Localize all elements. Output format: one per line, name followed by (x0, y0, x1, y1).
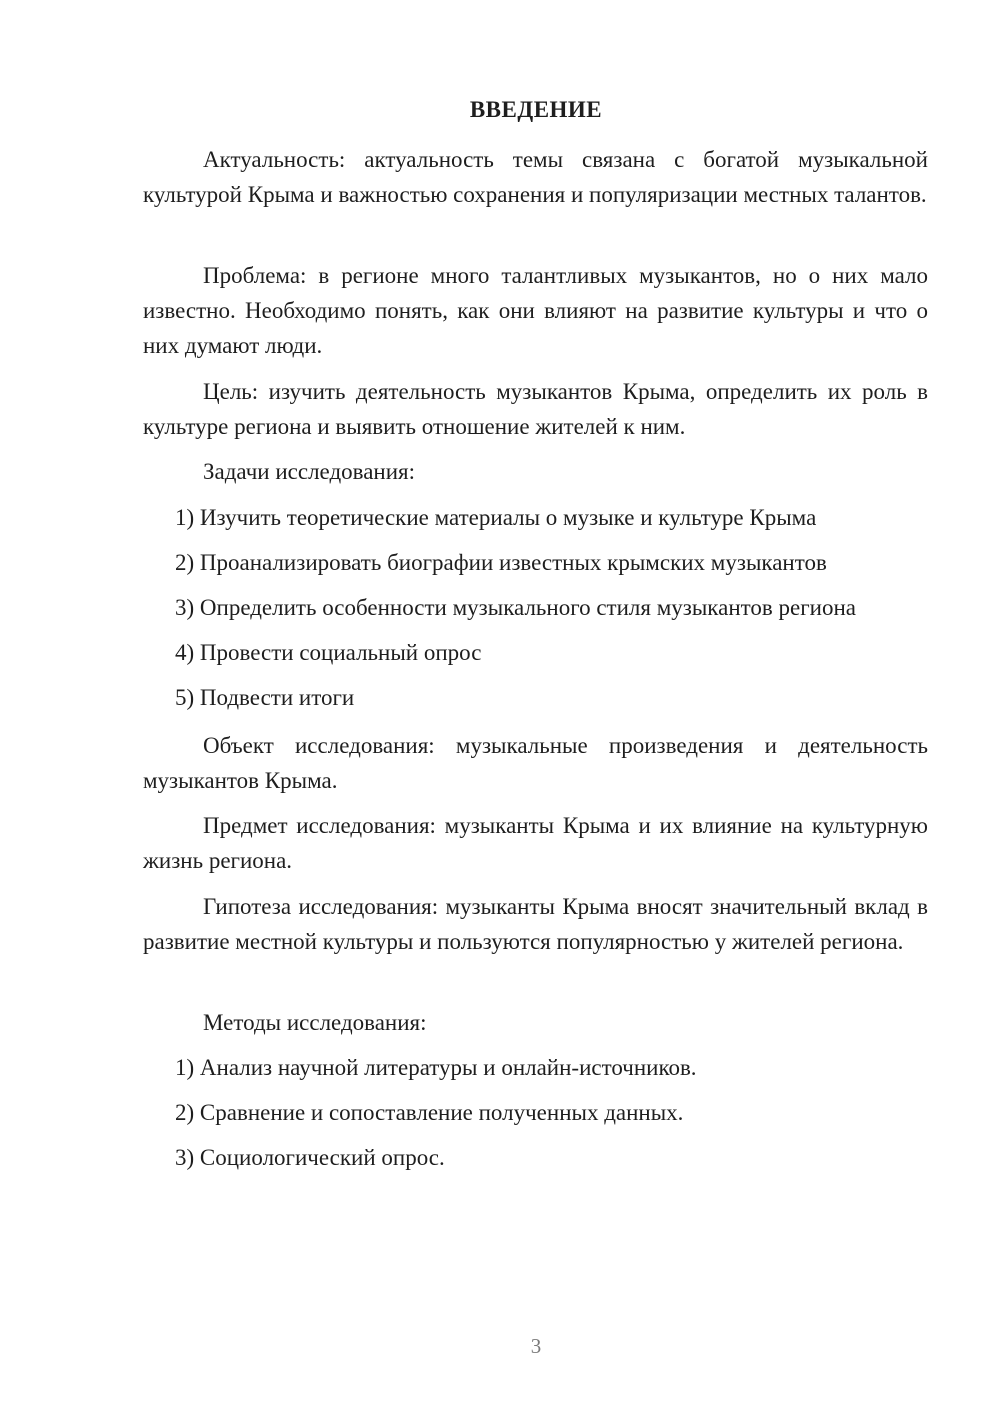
tasks-list (143, 500, 928, 715)
problem-block (143, 258, 928, 363)
hypothesis-paragraph: Гипотеза исследования: музыканты Крыма вносят значительный вклад в развитие местной культуры и пользуются популярностью у жителей региона. (143, 894, 928, 954)
list-item: 1) Изучить теоретические материалы о музыке и культуре Крыма (175, 505, 817, 530)
list-item: 4) Провести социальный опрос (175, 640, 482, 665)
relevance-paragraph: Актуальность: актуальность темы связана с богатой музыкальной культурой Крыма и важностью сохранения и популяризации местных талантов. (143, 147, 928, 207)
list-item: 1) Анализ научной литературы и онлайн-источников. (175, 1055, 697, 1080)
methods-title-block (143, 1005, 928, 1040)
object-block (143, 728, 928, 798)
list-item: 3) Определить особенности музыкального стиля музыкантов региона (175, 595, 856, 620)
list-item: 2) Проанализировать биографии известных крымских музыкантов (175, 550, 827, 575)
page-heading: ВВЕДЕНИЕ (469, 97, 603, 122)
methods-title: Методы исследования: (203, 1010, 427, 1035)
tasks-title: Задачи исследования: (203, 459, 416, 484)
tasks-title-block (143, 454, 928, 489)
list-item: 3) Социологический опрос. (175, 1145, 445, 1170)
subject-paragraph: Предмет исследования: музыканты Крыма и их влияние на культурную жизнь региона. (143, 813, 928, 873)
goal-block (143, 374, 928, 444)
hypothesis-block (143, 889, 928, 959)
list-item: 5) Подвести итоги (175, 685, 355, 710)
methods-list (143, 1050, 928, 1175)
subject-block (143, 808, 928, 878)
relevance-block (143, 142, 928, 212)
goal-paragraph: Цель: изучить деятельность музыкантов Крыма, определить их роль в культуре региона и выявить отношение жителей к ним. (143, 379, 928, 439)
problem-paragraph: Проблема: в регионе много талантливых музыкантов, но о них мало известно. Необходимо понять, как они влияют на развитие культуры и что о них думают люди. (143, 263, 928, 358)
page-number: 3 (530, 1334, 542, 1358)
list-item: 2) Сравнение и сопоставление полученных данных. (175, 1100, 684, 1125)
object-paragraph: Объект исследования: музыкальные произведения и деятельность музыкантов Крыма. (143, 733, 928, 793)
